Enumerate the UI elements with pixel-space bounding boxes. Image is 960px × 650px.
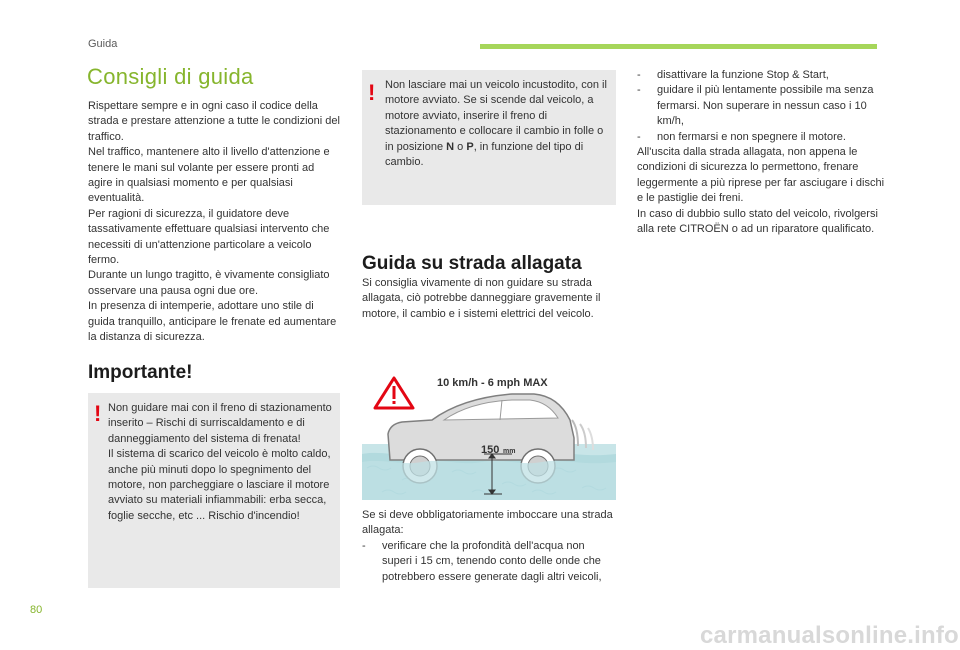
page-number: 80: [30, 604, 43, 616]
section-header-bar: [480, 44, 877, 49]
warning-triangle-icon: [375, 378, 413, 408]
list-item-text: guidare il più lentamente possibile ma senza fermarsi. Non superare in nessun caso i 10 km/h,: [657, 84, 874, 128]
flooded-road-illustration: [362, 368, 616, 500]
paragraph: In presenza di intemperie, adottare uno stile di guida tranquillo, anticipare le frenate ed aumentare la distanza di sicurezza.: [88, 300, 337, 344]
list-item: - non fermarsi e non spegnere il motore.: [637, 130, 846, 143]
warning-box-unattended: [362, 70, 616, 205]
warning-box: [88, 393, 340, 588]
paragraph: Nel traffico, mantenere alto il livello d'attenzione e tenere le mani sul volante per essere pronti ad agire in qualsiasi momento e per qualsiasi eventualità.: [88, 146, 330, 205]
warning-text: Non lasciare mai un veicolo incustodito, con il motore avviato. Se si scende dal veicolo, a motore avviato, inserire il freno di stazionamento e collocare il cambio in folle o in posizione: [385, 79, 607, 153]
list-item-text: non fermarsi e non spegnere il motore.: [657, 130, 846, 143]
paragraph: Per ragioni di sicurezza, il guidatore deve tassativamente effettuare qualsiasi intervento che necessiti di un'attenzione particolare a veicolo fermo.: [88, 207, 330, 267]
list-item: - verificare che la profondità dell'acqua non superi i 15 cm, tenendo conto delle onde che potrebbero essere generate dagli altri veicoli,: [362, 539, 602, 583]
warning-line: Non guidare mai con il freno di stazionamento inserito – Rischi di surriscaldamento e di danneggiamento del sistema di frenata!: [108, 402, 332, 445]
depth-value: 150: [481, 444, 500, 456]
list-item-text: verificare che la profondità dell'acqua non superi i 15 cm, tenendo conto delle onde che potrebbero essere generate dagli altri veicoli,: [382, 539, 602, 583]
paragraph: Se si deve obbligatoriamente imboccare una strada allagata:: [362, 509, 613, 537]
paragraph: Rispettare sempre e in ogni caso il codice della strada e prestare attenzione a tutte le condizioni del traffico.: [88, 100, 340, 143]
important-heading: Importante!: [88, 362, 193, 383]
page-title: Consigli di guida: [87, 64, 254, 89]
depth-unit: mm: [503, 448, 516, 455]
paragraph: In caso di dubbio sullo stato del veicolo, rivolgersi alla rete CITROËN o ad un riparatore qualificato.: [637, 207, 878, 236]
flooded-road-intro: Si consiglia vivamente di non guidare su strada allagata, ciò potrebbe danneggiare gravemente il motore, il cambio e i sistemi elettrici del veicolo.: [362, 277, 601, 320]
column-three-text: [637, 68, 891, 237]
warning-exclamation-icon: !: [368, 80, 376, 105]
warning-line: Il sistema di scarico del veicolo è molto caldo, anche più minuti dopo lo spegnimento del motore, non parcheggiare o lasciare il motore avviato su materiali infiammabili: erba secca, foglie secche, etc ... Rischio d'incendio!: [108, 448, 331, 522]
paragraph: All'uscita dalla strada allagata, non appena le condizioni di sicurezza lo permettono, frenare leggermente a più riprese per far asciugare i dischi e le pastiglie dei freni.: [637, 146, 885, 205]
list-item: - guidare il più lentamente possibile ma senza fermarsi. Non superare in nessun caso i 10 km/h,: [637, 84, 874, 128]
gear-neutral: N: [446, 140, 455, 153]
intro-text: [88, 99, 340, 346]
paragraph: Durante un lungo tragitto, è vivamente consigliato osservare una pausa ogni due ore.: [88, 269, 330, 297]
flooded-road-heading: Guida su strada allagata: [362, 253, 582, 274]
watermark: carmanualsonline.info: [700, 622, 959, 649]
speed-limit-label: 10 km/h - 6 mph MAX: [437, 377, 548, 389]
section-header: Guida: [88, 38, 118, 50]
flooded-road-instructions: [362, 508, 616, 585]
list-item-text: disattivare la funzione Stop & Start,: [657, 69, 829, 81]
gear-park: P: [466, 140, 474, 153]
list-item: - disattivare la funzione Stop & Start,: [637, 69, 829, 81]
warning-exclamation-icon: !: [94, 401, 102, 426]
warning-text-or: o: [454, 140, 467, 153]
warning-text-end: , in funzione del tipo di cambio.: [385, 140, 584, 169]
